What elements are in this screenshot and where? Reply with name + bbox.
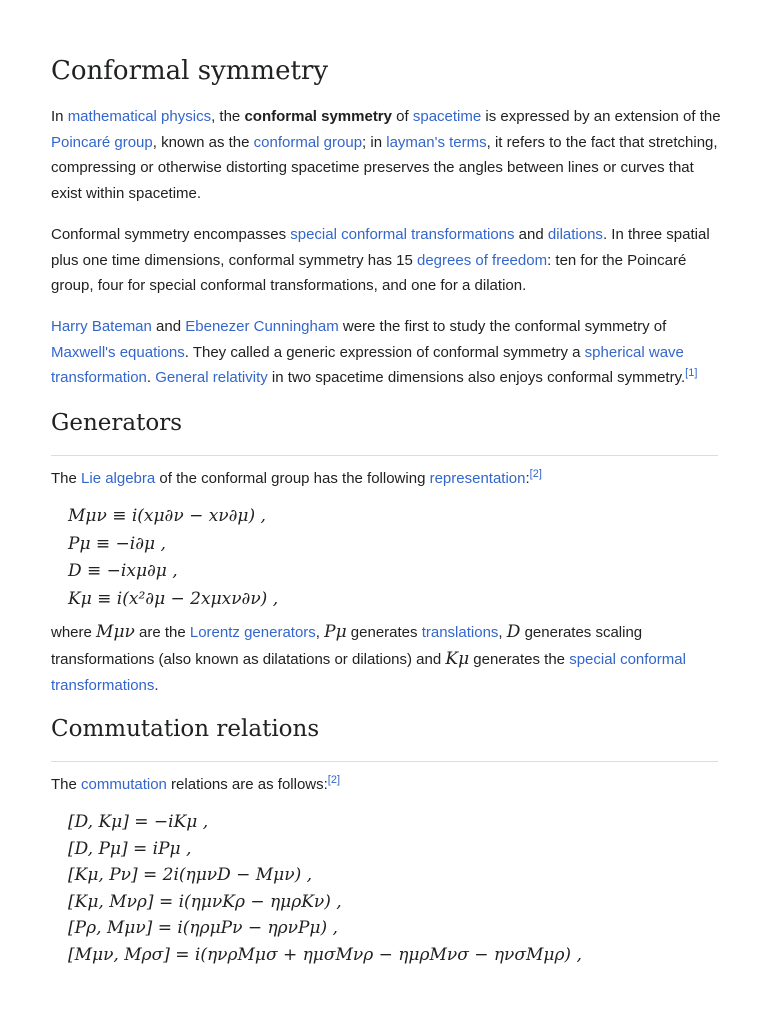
link-poincare-group[interactable]: Poincaré group	[51, 133, 153, 151]
page-title: Conformal symmetry	[51, 56, 329, 86]
equation-generator-P: Pμ ≡ −i∂μ ,	[68, 533, 166, 554]
text: ,	[315, 624, 325, 641]
equation-commutator-D-K: [D, Kμ] = −iKμ ,	[68, 812, 209, 832]
link-spherical-wave-transformation[interactable]: spherical wave transformation	[51, 343, 684, 387]
link-dilations[interactable]: dilations	[547, 226, 603, 243]
link-commutation[interactable]: commutation	[81, 776, 167, 793]
text: .	[146, 369, 156, 387]
text: : ten for the Poincaré group, four for special conformal transformations, and one for a dilation.	[51, 251, 687, 295]
text: ,	[498, 624, 507, 641]
text: .	[154, 677, 159, 694]
section-heading-commutation: Commutation relations	[51, 716, 320, 742]
equation-commutator-D-P: [D, Pμ] = iPμ ,	[68, 838, 192, 859]
reference-link-2[interactable]: [2]	[529, 468, 542, 480]
bold-term: conformal symmetry	[244, 108, 392, 125]
commutation-equations	[68, 809, 582, 968]
equation-commutator-K-M: [Kμ, Mνρ] = i(ημνKρ − ημρKν) ,	[68, 891, 342, 912]
generators-description	[51, 619, 721, 699]
commutation-intro	[51, 772, 721, 798]
link-laymans-terms[interactable]: layman's terms	[386, 133, 487, 151]
reference-link-1[interactable]: [1]	[685, 367, 698, 380]
text: generates	[346, 624, 422, 641]
text: . They called a generic expression of conformal symmetry a	[184, 343, 585, 361]
link-special-conformal-transformations[interactable]: special conformal transformations	[290, 226, 515, 243]
symbol-K: Kμ	[445, 649, 470, 669]
equation-commutator-K-P: [Kμ, Pν] = 2i(ημνD − Mμν) ,	[68, 865, 313, 885]
generators-intro	[51, 466, 721, 492]
link-special-conformal-transformations-2[interactable]: special conformal transformations	[51, 651, 686, 694]
symbol-M: Mμν	[96, 622, 135, 642]
intro-paragraph-1	[51, 104, 721, 206]
text: The	[51, 776, 82, 793]
text: ; in	[362, 133, 387, 151]
reference-link-2b[interactable]: [2]	[327, 774, 341, 786]
text: and	[514, 226, 548, 243]
text: and	[151, 318, 186, 335]
text: relations are as follows:	[166, 776, 328, 793]
equation-commutator-P-M: [Pρ, Mμν] = i(ηρμPν − ηρνPμ) ,	[68, 918, 338, 938]
equation-generator-M: Mμν ≡ i(xμ∂ν − xν∂μ) ,	[68, 506, 266, 526]
text: were the first to study the conformal symmetry of	[338, 318, 667, 335]
link-degrees-of-freedom[interactable]: degrees of freedom	[416, 251, 548, 269]
link-harry-bateman[interactable]: Harry Bateman	[51, 318, 152, 335]
link-lorentz-generators[interactable]: Lorentz generators	[189, 624, 316, 641]
link-spacetime[interactable]: spacetime	[412, 108, 482, 125]
text: . In three spatial plus one time dimensions, conformal symmetry has 15	[51, 226, 710, 269]
intro-paragraph-3	[51, 314, 721, 391]
text: in two spacetime dimensions also enjoys conformal symmetry.	[267, 369, 686, 387]
link-maxwells-equations[interactable]: Maxwell's equations	[51, 343, 185, 361]
text: , known as the	[152, 133, 254, 151]
text: :	[525, 470, 530, 487]
text: The	[51, 470, 82, 487]
symbol-P: Pμ	[324, 622, 347, 642]
equation-generator-D: D ≡ −ixμ∂μ ,	[68, 561, 178, 581]
text: are the	[134, 624, 190, 641]
link-ebenezer-cunningham[interactable]: Ebenezer Cunningham	[185, 318, 339, 335]
equation-commutator-M-M: [Mμν, Mρσ] = i(ηνρMμσ + ημσMνρ − ημρMνσ − ηνσMμρ) ,	[68, 944, 582, 965]
link-conformal-group[interactable]: conformal group	[253, 133, 363, 151]
text: of the conformal group has the following	[155, 470, 430, 487]
section-heading-generators: Generators	[51, 410, 183, 436]
section-divider	[51, 761, 718, 762]
text: is expressed by an extension of the	[481, 108, 721, 125]
equation-generator-K: Kμ ≡ i(x²∂μ − 2xμxν∂ν) ,	[68, 588, 279, 609]
link-translations[interactable]: translations	[421, 624, 499, 641]
link-mathematical-physics[interactable]: mathematical physics	[67, 108, 212, 125]
text: of	[392, 108, 413, 125]
text: , it refers to the fact that stretching, compressing or otherwise distorting spacetime preserves the angles between lines or curves that exist within spacetime.	[51, 133, 718, 202]
section-divider	[51, 455, 718, 456]
text: generates the	[469, 651, 570, 668]
intro-paragraph-2	[51, 222, 721, 299]
link-general-relativity[interactable]: General relativity	[155, 369, 268, 387]
link-lie-algebra[interactable]: Lie algebra	[81, 470, 156, 487]
text: generates scaling transformations (also known as dilatations or dilations) and	[51, 624, 643, 668]
text: where	[51, 624, 97, 641]
text: In	[51, 108, 68, 125]
text: , the	[211, 108, 245, 125]
symbol-D: D	[506, 622, 521, 642]
text: Conformal symmetry encompasses	[51, 226, 291, 243]
link-representation[interactable]: representation	[429, 470, 526, 487]
generators-equations	[68, 503, 278, 613]
